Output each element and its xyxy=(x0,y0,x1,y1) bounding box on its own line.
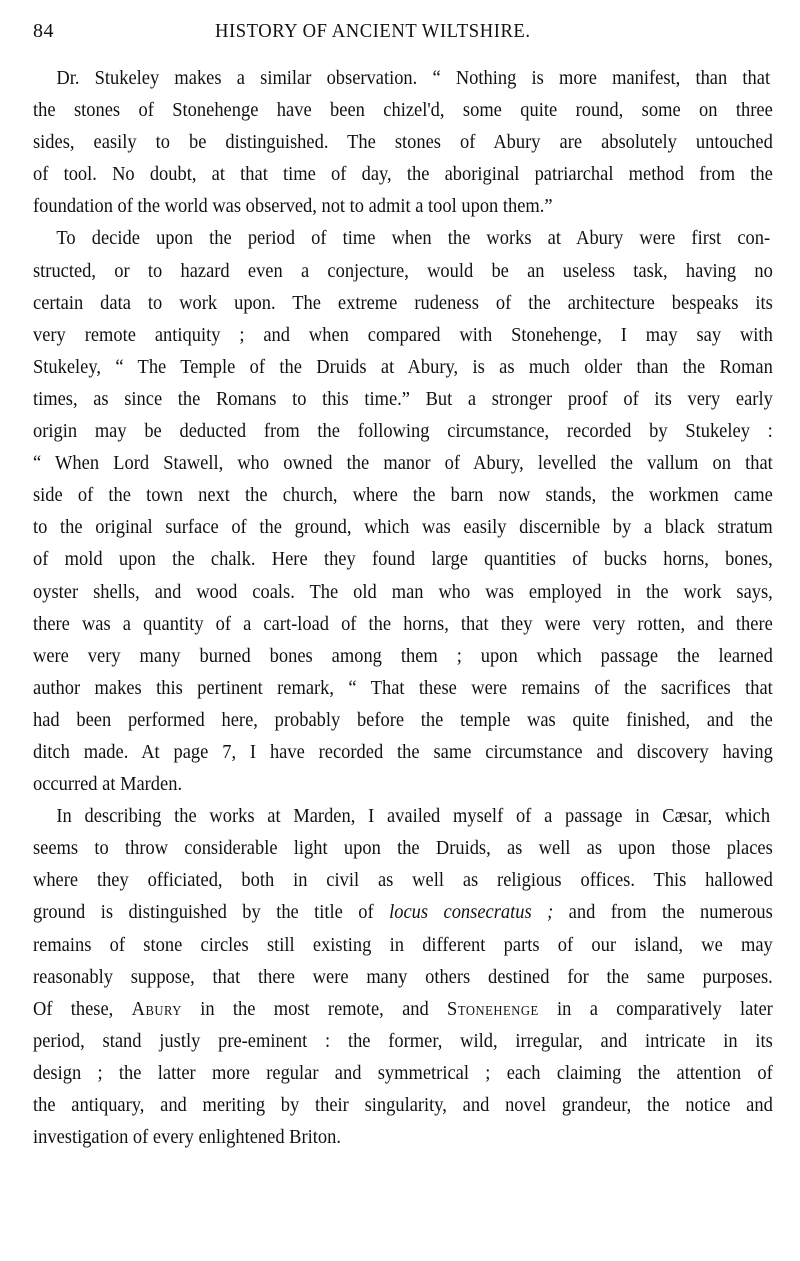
text-line-with-italic xyxy=(33,896,773,928)
text-line: very remote antiquity ; and when compared with Stonehenge, I may say with xyxy=(33,323,773,346)
text-segment: Of these, xyxy=(33,997,132,1020)
text-line: there was a quantity of a cart-load of the horns, that they were very rotten, and there xyxy=(33,612,773,635)
text-line: the antiquary, and meriting by their singularity, and novel grandeur, the notice and xyxy=(33,1094,773,1116)
text-line: were very many burned bones among them ; upon which passage the learned xyxy=(33,644,773,667)
smallcaps-name-abury: Abury xyxy=(131,997,182,1020)
text-line: of tool. No doubt, at that time of day, the aboriginal patriarchal method from the xyxy=(33,163,773,186)
text-line: author makes this pertinent remark, “ That these were remains of the sacrifices that xyxy=(33,676,773,699)
text-line: times, as since the Romans to this time.” But a stronger proof of its very early xyxy=(33,387,773,410)
text-line: where they officiated, both in civil as well as religious offices. This hallowed xyxy=(33,869,773,892)
text-line: remains of stone circles still existing in different parts of our island, we may xyxy=(33,933,773,956)
text-line: the stones of Stonehenge have been chizel'd, some quite round, some on three xyxy=(33,99,773,122)
text-line: “ When Lord Stawell, who owned the manor of Abury, levelled the vallum on that xyxy=(33,452,773,475)
text-segment: ground is distinguished by the title of xyxy=(33,901,390,924)
page-header xyxy=(33,14,773,48)
text-line-with-smallcaps xyxy=(33,993,773,1025)
text-line: ditch made. At page 7, I have recorded the same circumstance and discovery having xyxy=(33,740,773,763)
text-segment: in a comparatively later xyxy=(538,997,773,1020)
text-line: foundation of the world was observed, not to admit a tool upon them.” xyxy=(33,195,553,218)
text-line: occurred at Marden. xyxy=(33,773,183,796)
text-line: side of the town next the church, where the barn now stands, the workmen came xyxy=(33,484,773,507)
paragraph-2 xyxy=(33,222,773,800)
paragraph-1 xyxy=(33,62,773,222)
running-title: HISTORY OF ANCIENT WILTSHIRE. xyxy=(215,20,531,42)
text-line: Stukeley, “ The Temple of the Druids at Abury, is as much older than the Roman xyxy=(33,355,773,378)
text-line: In describing the works at Marden, I availed myself of a passage in Cæsar, which xyxy=(56,805,771,828)
text-line: reasonably suppose, that there were many others destined for the same purposes. xyxy=(33,965,773,988)
text-line: seems to throw considerable light upon the Druids, as well as upon those places xyxy=(33,837,773,860)
text-line: of mold upon the chalk. Here they found large quantities of bucks horns, bones, xyxy=(33,548,773,571)
text-line: Dr. Stukeley makes a similar observation. “ Nothing is more manifest, than that xyxy=(56,67,771,89)
body-text xyxy=(33,62,773,1153)
text-line: investigation of every enlightened Briton. xyxy=(33,1126,341,1149)
smallcaps-name-stonehenge: Stonehenge xyxy=(447,997,539,1020)
text-line: origin may be deducted from the following circumstance, recorded by Stukeley : xyxy=(33,420,773,443)
text-line: oyster shells, and wood coals. The old man who was employed in the work says, xyxy=(33,580,773,603)
text-line: had been performed here, probably before the temple was quite finished, and the xyxy=(33,708,773,731)
text-segment: in the most remote, and xyxy=(181,997,448,1020)
text-segment: and from the numerous xyxy=(553,901,773,924)
text-line: structed, or to hazard even a conjecture, would be an useless task, having no xyxy=(33,259,773,282)
paragraph-3 xyxy=(33,800,773,1153)
text-line: sides, easily to be distinguished. The stones of Abury are absolutely untouched xyxy=(33,131,773,154)
text-line: design ; the latter more regular and symmetrical ; each claiming the attention of xyxy=(33,1061,773,1084)
text-line: period, stand justly pre-eminent : the former, wild, irregular, and intricate in its xyxy=(33,1029,773,1052)
italic-phrase: locus consecratus ; xyxy=(389,901,554,924)
page-number: 84 xyxy=(33,20,54,42)
text-line: To decide upon the period of time when the works at Abury were first con- xyxy=(56,227,771,250)
text-line: certain data to work upon. The extreme rudeness of the architecture bespeaks its xyxy=(33,291,773,314)
text-line: to the original surface of the ground, which was easily discernible by a black stratum xyxy=(33,516,773,539)
